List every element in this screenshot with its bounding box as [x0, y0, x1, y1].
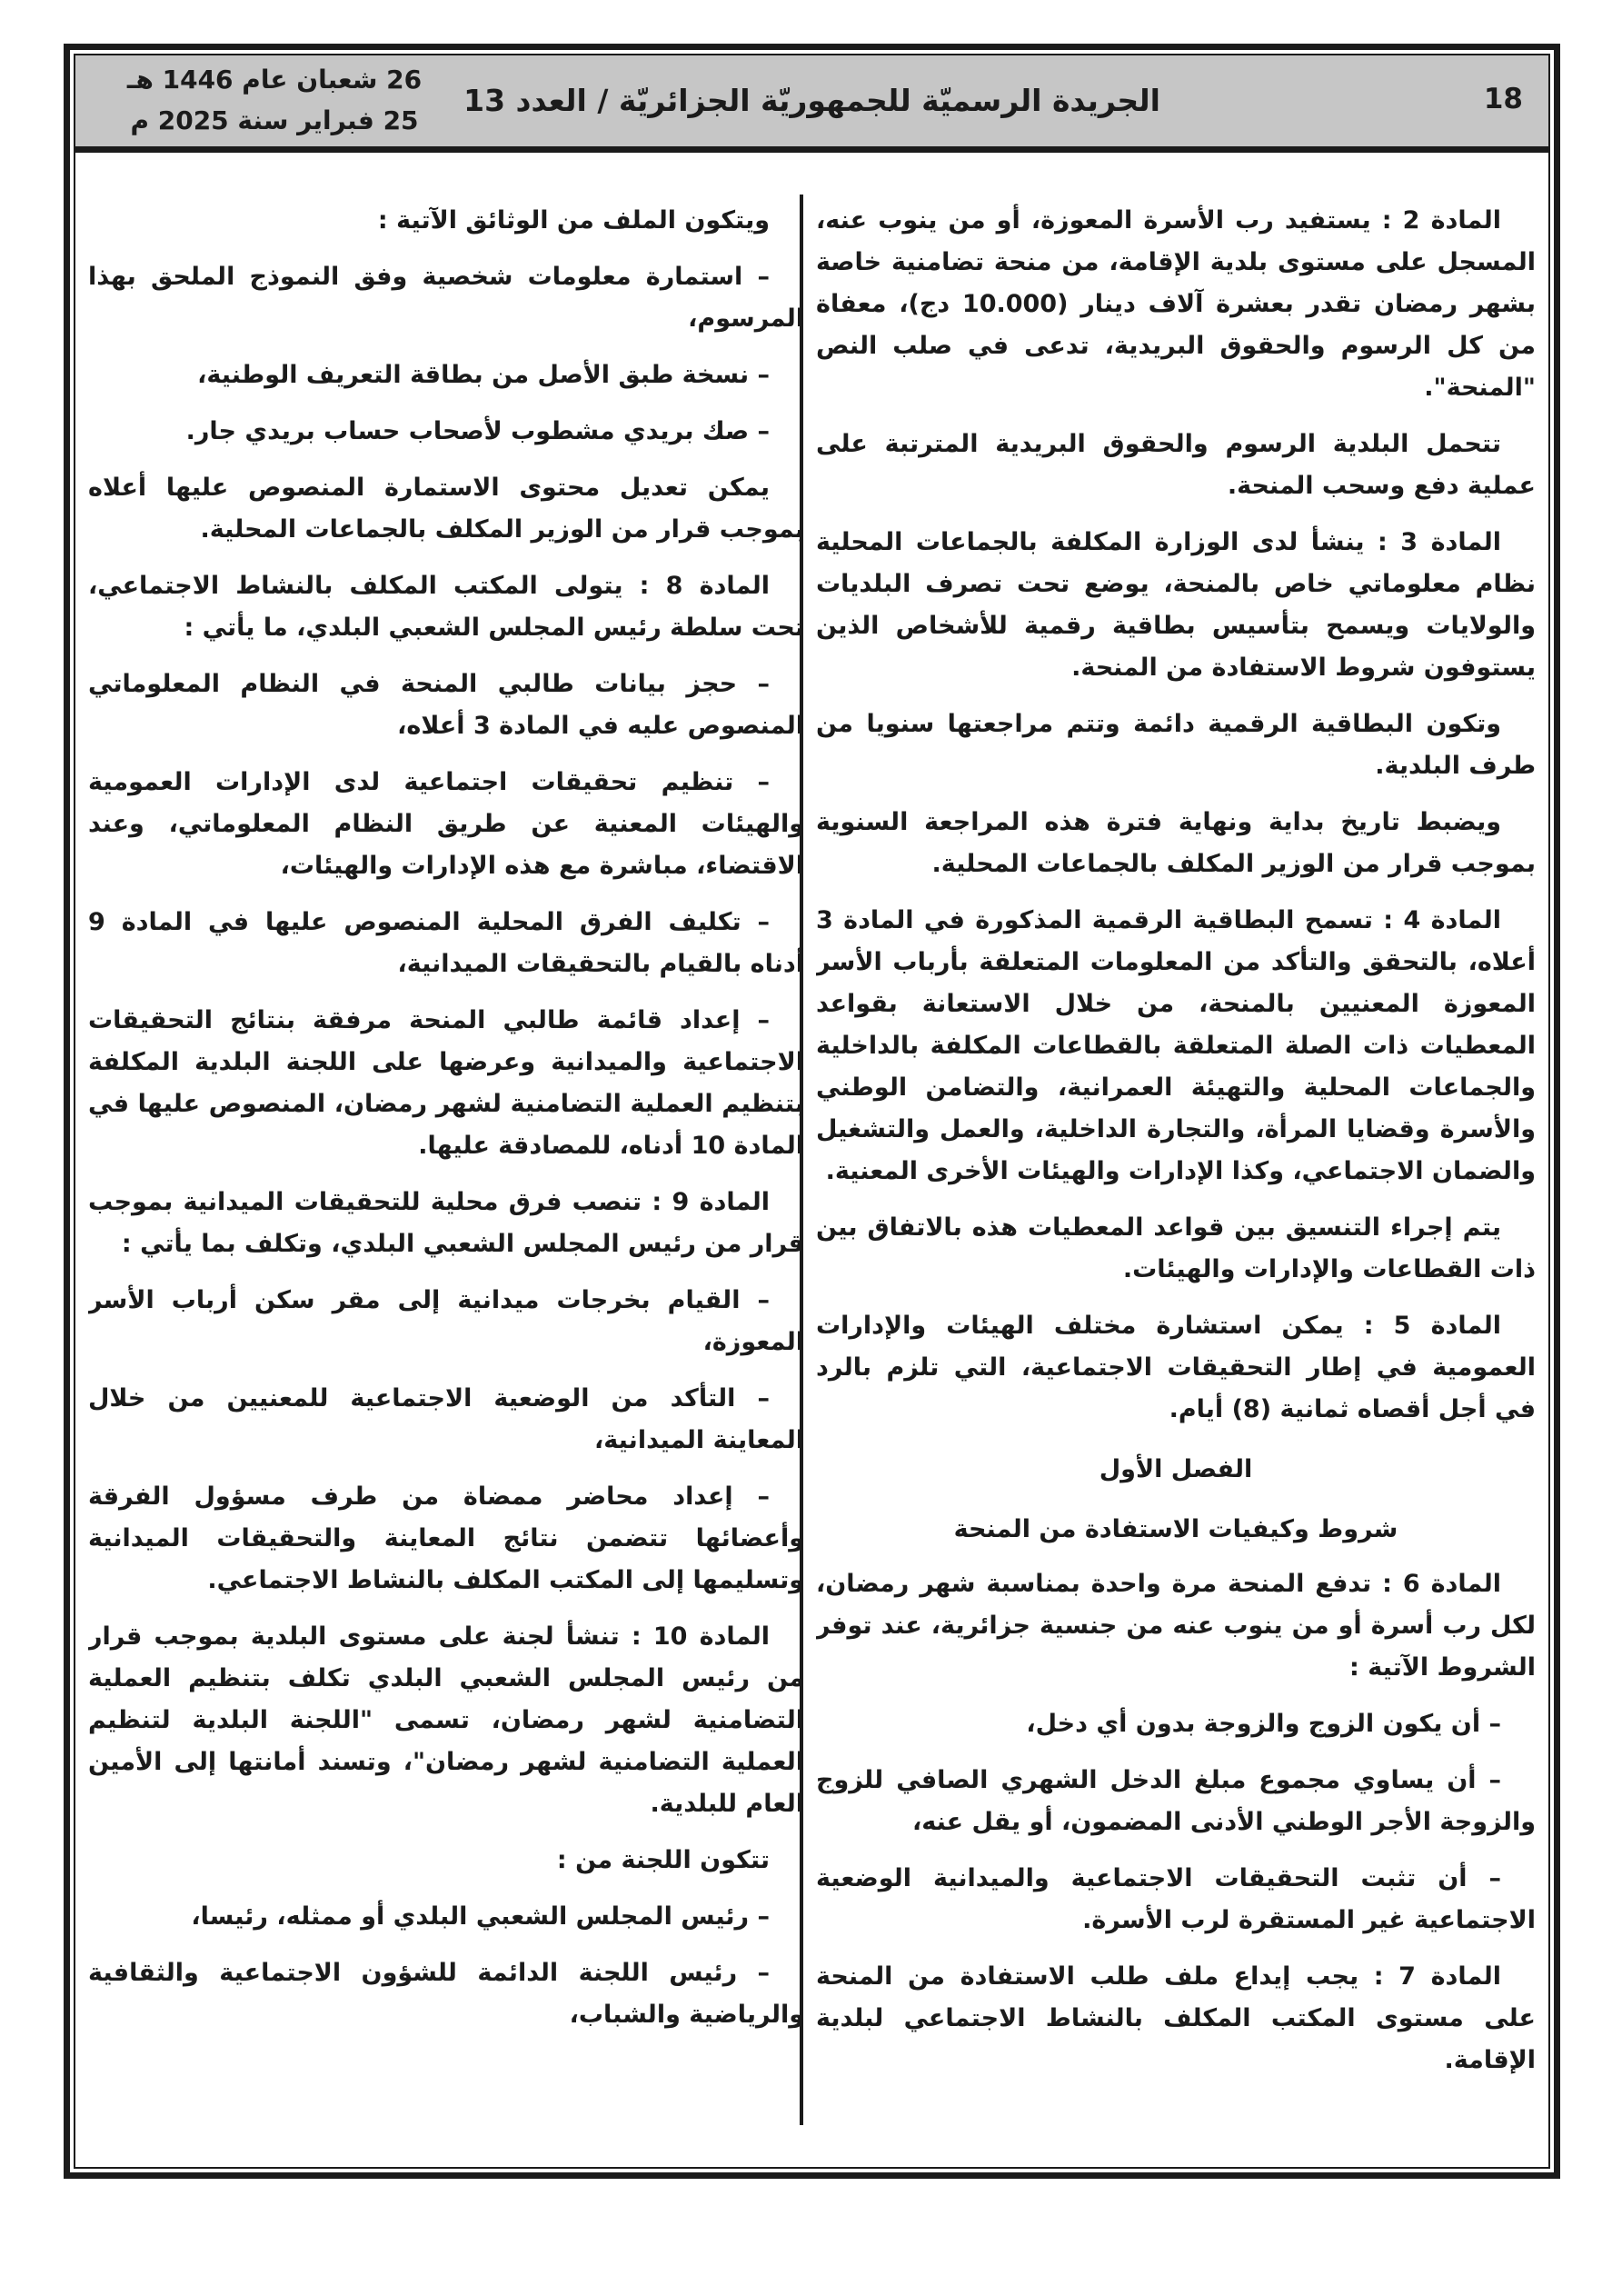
article-paragraph: المادة 2 : يستفيد رب الأسرة المعوزة، أو من ينوب عنه، المسجل على مستوى بلدية الإقامة، من منحة تضامنية خاصة بشهر رمضان تقدر بعشرة آلاف دينار (10.000 دج)، معفاة من كل الرسوم والحقوق البريدية، تدعى في صلب النص "المنحة". — [816, 206, 1536, 402]
list-item: – تكليف الفرق المحلية المنصوص عليها في المادة 9 أدناه بالقيام بالتحقيقات الميدانية، — [88, 908, 804, 978]
article-number-label: المادة 4 : — [1383, 906, 1502, 934]
list-item: – نسخة طبق الأصل من بطاقة التعريف الوطنية، — [197, 361, 770, 389]
article-paragraph: المادة 8 : يتولى المكتب المكلف بالنشاط الاجتماعي، تحت سلطة رئيس المجلس الشعبي البلدي، ما يأتي : — [88, 572, 804, 642]
list-item: – تنظيم تحقيقات اجتماعية لدى الإدارات العمومية والهيئات المعنية عن طريق النظام المعلوماتي، وعند الاقتضاء، مباشرة مع هذه الإدارات والهيئات، — [88, 768, 804, 880]
date-hijri: 26 شعبان عام 1446 هـ — [126, 65, 423, 95]
article-number-label: المادة 3 : — [1378, 528, 1502, 556]
list-item: – التأكد من الوضعية الاجتماعية للمعنيين من خلال المعاينة الميدانية، — [88, 1384, 804, 1454]
list-item: – رئيس اللجنة الدائمة للشؤون الاجتماعية والثقافية والرياضية والشباب، — [88, 1959, 804, 2029]
article-number-label: المادة 10 : — [631, 1622, 771, 1651]
paragraph: تتحمل البلدية الرسوم والحقوق البريدية المترتبة على عملية دفع وسحب المنحة. — [816, 430, 1536, 500]
article-paragraph: المادة 6 : تدفع المنحة مرة واحدة بمناسبة شهر رمضان، لكل رب أسرة أو من ينوب عنه من جنسية جزائرية، عند توفر الشروط الآتية : — [816, 1570, 1536, 1682]
list-item: – حجز بيانات طالبي المنحة في النظام المعلوماتي المنصوص عليه في المادة 3 أعلاه، — [88, 670, 804, 740]
article-paragraph: المادة 3 : ينشأ لدى الوزارة المكلفة بالجماعات المحلية نظام معلوماتي خاص بالمنحة، يوضع تحت تصرف البلديات والولايات ويسمح بتأسيس بطاقية رقمية للأشخاص الذين يستوفون شروط الاستفادة من المنحة. — [816, 528, 1536, 682]
article-paragraph: المادة 9 : تنصب فرق محلية للتحقيقات الميدانية بموجب قرار من رئيس المجلس الشعبي البلدي، وتكلف بما يأتي : — [88, 1188, 804, 1258]
page-header — [75, 55, 1548, 153]
page-content — [75, 153, 1548, 2167]
article-paragraph: المادة 7 : يجب إيداع ملف طلب الاستفادة من المنحة على مستوى المكتب المكلف بالنشاط الاجتماعي لبلدية الإقامة. — [816, 1962, 1536, 2074]
column-left — [88, 200, 804, 2154]
paragraph: ويتكون الملف من الوثائق الآتية : — [377, 206, 770, 235]
article-paragraph: المادة 5 : يمكن استشارة مختلف الهيئات والإدارات العمومية في إطار التحقيقات الاجتماعية، التي تلزم بالرد في أجل أقصاه ثمانية (8) أيام. — [816, 1312, 1536, 1423]
page-frame — [64, 44, 1560, 2179]
column-right — [816, 200, 1536, 2154]
list-item: – إعداد قائمة طالبي المنحة مرفقة بنتائج التحقيقات الاجتماعية والميدانية وعرضها على اللجنة البلدية المكلفة بتنظيم العملية التضامنية لشهر رمضان، المنصوص عليها في المادة 10 أدناه، للمصادقة عليها. — [88, 1006, 804, 1160]
paragraph: يتم إجراء التنسيق بين قواعد المعطيات هذه بالاتفاق بين ذات القطاعات والإدارات والهيئات. — [816, 1213, 1536, 1283]
date-gregorian: 25 فبراير سنة 2025 م — [130, 105, 419, 135]
paragraph: تتكون اللجنة من : — [556, 1846, 770, 1874]
list-item: – صك بريدي مشطوب لأصحاب حساب بريدي جار. — [185, 417, 770, 445]
article-number-label: المادة 5 : — [1363, 1312, 1501, 1340]
list-item: – إعداد محاضر ممضاة من طرف مسؤول الفرقة وأعضائها تتضمن نتائج المعاينة والتحقيقات الميدانية وتسليمها إلى المكتب المكلف بالنشاط الاجتماعي. — [88, 1482, 804, 1594]
gazette-title: الجريدة الرسميّة للجمهوريّة الجزائريّة / العدد 13 — [463, 83, 1160, 118]
article-paragraph: المادة 4 : تسمح البطاقية الرقمية المذكورة في المادة 3 أعلاه، بالتحقق والتأكد من المعلومات المتعلقة بأرباب الأسر المعوزة المعنيين بالمنحة، من خلال الاستعانة بقواعد المعطيات ذات الصلة المتعلقة بالقطاعات المكلفة بالداخلية والجماعات المحلية والتهيئة العمرانية، والتضامن الوطني والأسرة وقضايا المرأة، والتجارة الداخلية، والعمل والتشغيل والضمان الاجتماعي، وكذا الإدارات والهيئات الأخرى المعنية. — [816, 906, 1536, 1185]
page-number: 18 — [1483, 83, 1523, 115]
header-dates — [106, 59, 443, 141]
frame-inner-border — [74, 54, 1550, 2169]
article-number-label: المادة 7 : — [1373, 1962, 1502, 1991]
article-number-label: المادة 2 : — [1381, 206, 1501, 235]
list-item: – استمارة معلومات شخصية وفق النموذج الملحق بهذا المرسوم، — [88, 263, 804, 333]
paragraph: وتكون البطاقية الرقمية دائمة وتتم مراجعتها سنويا من طرف البلدية. — [816, 710, 1536, 780]
section-heading: الفصل الأول — [1099, 1455, 1253, 1483]
list-item: – أن يكون الزوج والزوجة بدون أي دخل، — [1026, 1710, 1501, 1738]
list-item: – القيام بخرجات ميدانية إلى مقر سكن أرباب الأسر المعوزة، — [88, 1286, 804, 1356]
paragraph: ويضبط تاريخ بداية ونهاية فترة هذه المراجعة السنوية بموجب قرار من الوزير المكلف بالجماعات المحلية. — [816, 808, 1536, 878]
article-paragraph: المادة 10 : تنشأ لجنة على مستوى البلدية بموجب قرار من رئيس المجلس الشعبي البلدي تكلف بتنظيم العملية التضامنية لشهر رمضان، تسمى "اللجنة البلدية لتنظيم العملية التضامنية لشهر رمضان"، وتسند أمانتها إلى الأمين العام للبلدية. — [88, 1622, 804, 1818]
article-number-label: المادة 8 : — [639, 572, 771, 600]
list-item: – أن يساوي مجموع مبلغ الدخل الشهري الصافي للزوج والزوجة الأجر الوطني الأدنى المضمون، أو يقل عنه، — [816, 1766, 1536, 1836]
article-number-label: المادة 6 : — [1382, 1570, 1502, 1598]
paragraph: يمكن تعديل محتوى الاستمارة المنصوص عليها أعلاه بموجب قرار من الوزير المكلف بالجماعات المحلية. — [88, 474, 804, 544]
list-item: – رئيس المجلس الشعبي البلدي أو ممثله، رئيسا، — [191, 1902, 770, 1931]
article-number-label: المادة 9 : — [652, 1188, 771, 1216]
section-heading: شروط وكيفيات الاستفادة من المنحة — [953, 1515, 1398, 1543]
list-item: – أن تثبت التحقيقات الاجتماعية والميدانية الوضعية الاجتماعية غير المستقرة لرب الأسرة. — [816, 1864, 1536, 1934]
